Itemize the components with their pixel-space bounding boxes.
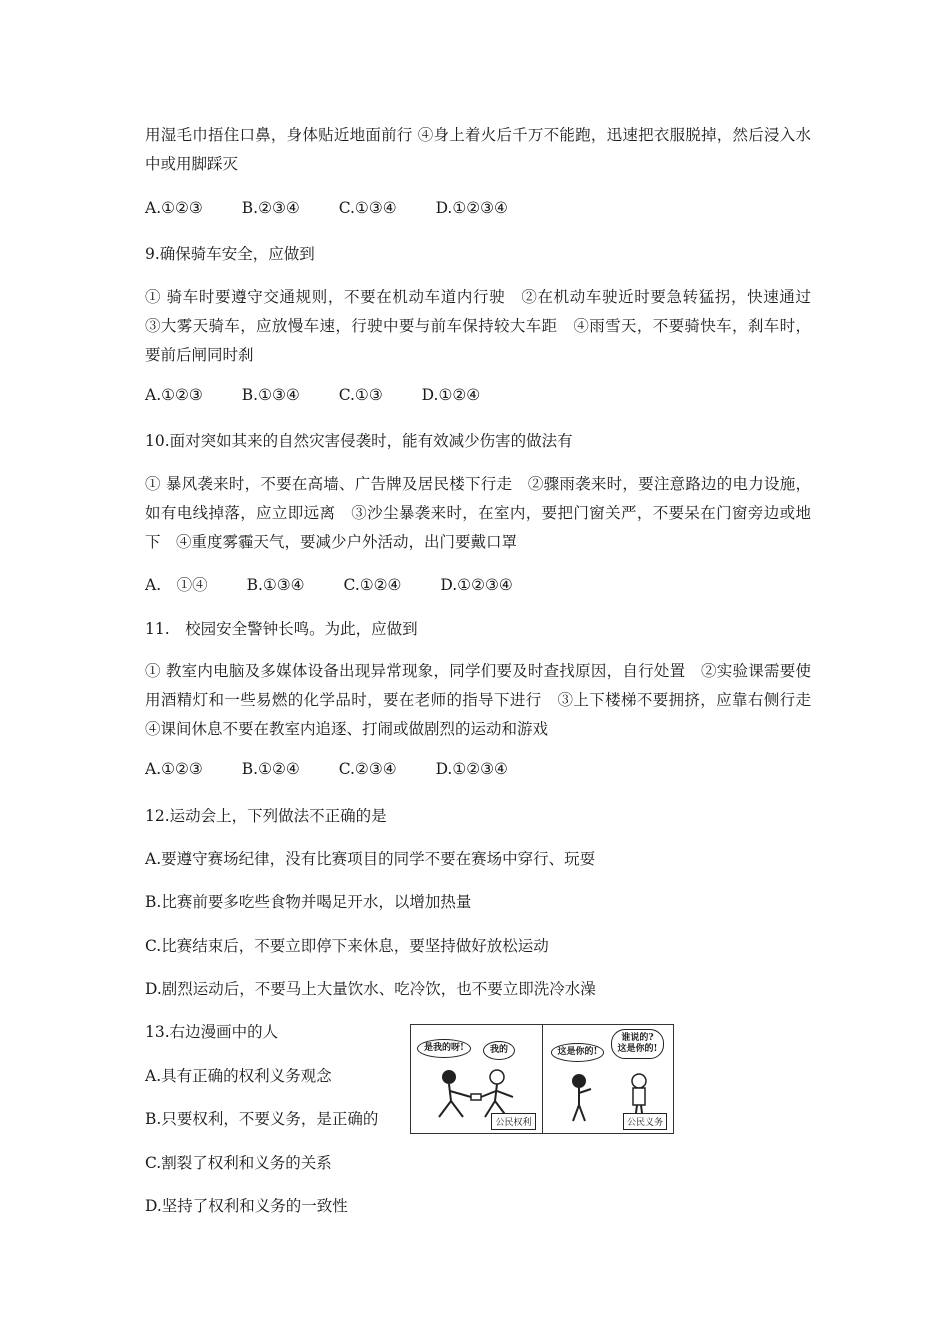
q9-option-a: A.①②③ xyxy=(145,386,203,404)
q8-options xyxy=(145,199,542,217)
q9-option-c: C.①③ xyxy=(338,386,383,404)
q12-option-c: C.比赛结束后，不要立即停下来休息，要坚持做好放松运动 xyxy=(145,937,549,955)
q11-option-a: A.①②③ xyxy=(145,760,203,778)
comic-bubble-who-says-line1: 谁说的? xyxy=(621,1033,654,1043)
q9-option-b: B.①③④ xyxy=(241,386,300,404)
q9-option-d: D.①②④ xyxy=(421,386,481,404)
q13-question: 13.右边漫画中的人 xyxy=(145,1023,279,1041)
q11-option-c: C.②③④ xyxy=(338,760,397,778)
q10-question: 10.面对突如其来的自然灾害侵袭时，能有效减少伤害的做法有 xyxy=(145,432,573,450)
q11-option-b: B.①②④ xyxy=(241,760,300,778)
comic-bubble-its-yours: 这是你的! xyxy=(551,1043,605,1062)
q13-option-b: B.只要权利，不要义务，是正确的 xyxy=(145,1110,379,1128)
comic-illustration xyxy=(410,1024,674,1134)
q10-options xyxy=(145,573,547,595)
q13-option-c: C.割裂了权利和义务的关系 xyxy=(145,1154,332,1172)
comic-panel-duties xyxy=(542,1025,674,1133)
q11-options xyxy=(145,760,542,778)
q11-question: 11. 校园安全警钟长鸣。为此，应做到 xyxy=(145,620,418,638)
q12-option-b: B.比赛前要多吃些食物并喝足开水，以增加热量 xyxy=(145,893,472,911)
comic-bubble-mine: 我的 xyxy=(483,1041,515,1060)
q12-question: 12.运动会上，下列做法不正确的是 xyxy=(145,807,387,825)
q10-option-b: B.①③④ xyxy=(246,576,305,594)
comic-bubble-who-says xyxy=(611,1029,665,1059)
q9-text: ① 骑车时要遵守交通规则，不要在机动车道内行驶 ②在机动车驶近时要急转猛拐，快速通过 ③大雾天骑车，应放慢车速，行驶中要与前车保持较大车距 ④雨雪天，不要骑快车，刹车时，要前后闸同时刹 xyxy=(145,288,827,364)
q8-option-c: C.①③④ xyxy=(338,199,397,217)
q10-option-a: A. ①④ xyxy=(145,576,208,594)
q10-option-d: D.①②③④ xyxy=(440,576,513,594)
q13-option-a: A.具有正确的权利义务观念 xyxy=(145,1067,332,1085)
comic-bubble-its-mine: 是我的呀! xyxy=(417,1039,471,1058)
q9-options xyxy=(145,386,514,404)
q10-text: ① 暴风袭来时，不要在高墙、广告牌及居民楼下行走 ②骤雨袭来时，要注意路边的电力设施，如有电线掉落，应立即远离 ③沙尘暴袭来时，在室内，要把门窗关严，不要呆在门窗旁边或地下 ④重度雾霾天气，要减少户外活动，出门要戴口罩 xyxy=(145,475,811,551)
q10-option-c: C.①②④ xyxy=(343,576,402,594)
q8-tail-text: 用湿毛巾捂住口鼻，身体贴近地面前行 ④身上着火后千万不能跑，迅速把衣服脱掉，然后浸入水中或用脚踩灭 xyxy=(145,126,811,173)
q13-option-d: D.坚持了权利和义务的一致性 xyxy=(145,1197,348,1215)
comic-caption-rights: 公民权利 xyxy=(491,1113,535,1130)
q8-option-d: D.①②③④ xyxy=(435,199,508,217)
q8-option-a: A.①②③ xyxy=(145,199,203,217)
q11-option-d: D.①②③④ xyxy=(435,760,508,778)
comic-caption-duties: 公民义务 xyxy=(623,1113,667,1130)
q9-question: 9.确保骑车安全，应做到 xyxy=(145,245,315,263)
comic-bubble-who-says-line2: 这是你的! xyxy=(617,1044,658,1054)
q12-option-a: A.要遵守赛场纪律，没有比赛项目的同学不要在赛场中穿行、玩耍 xyxy=(145,850,596,868)
q8-option-b: B.②③④ xyxy=(241,199,300,217)
comic-panel-rights xyxy=(411,1025,542,1133)
q11-text: ① 教室内电脑及多媒体设备出现异常现象，同学们要及时查找原因，自行处置 ②实验课需要使用酒精灯和一些易燃的化学品时，要在老师的指导下进行 ③上下楼梯不要拥挤，应靠右侧行走 ④课间休息不要在教室内追逐、打闹或做剧烈的运动和游戏 xyxy=(145,662,827,738)
q12-option-d: D.剧烈运动后，不要马上大量饮水、吃冷饮，也不要立即洗冷水澡 xyxy=(145,980,596,998)
